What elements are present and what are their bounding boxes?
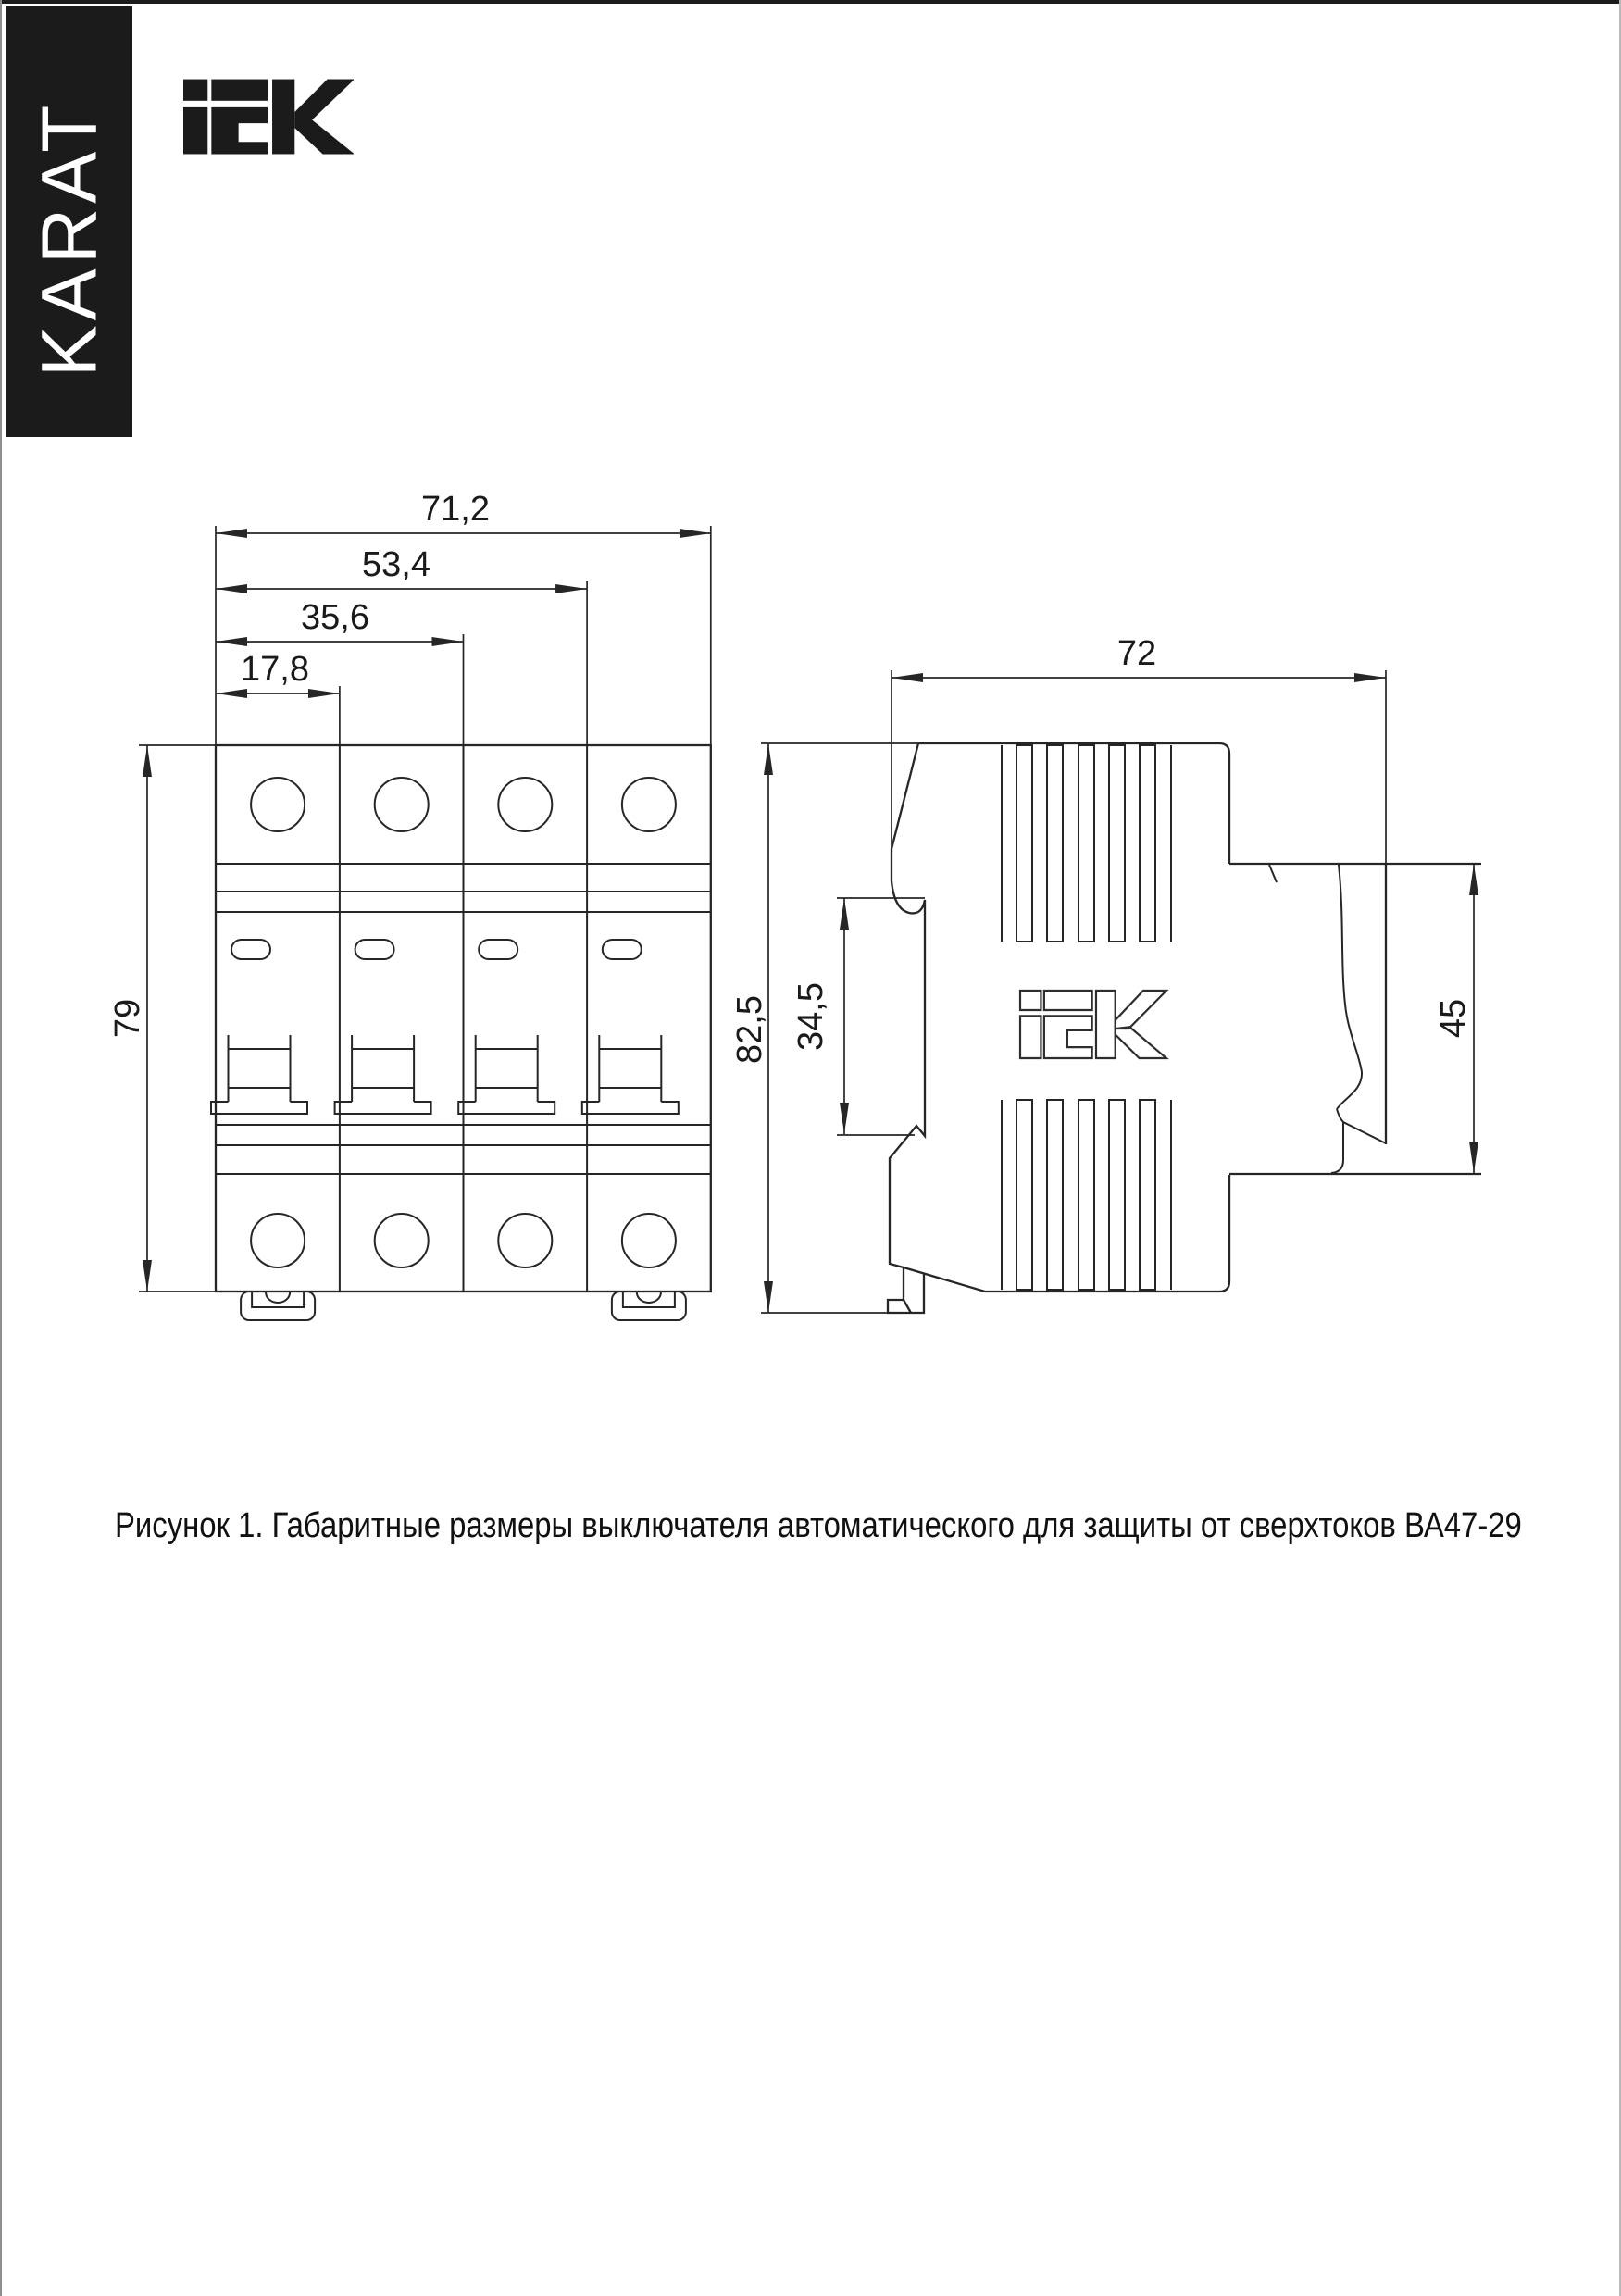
toggle-handle (211, 1035, 307, 1114)
dim-label-din-groove: 34,5 (792, 982, 830, 1051)
indicator-slot (231, 940, 270, 959)
terminal-screw-circle (375, 778, 429, 831)
dim-terminal-span (1434, 864, 1474, 1173)
front-view (211, 745, 711, 1320)
dim-label-front-height: 79 (108, 998, 147, 1039)
side-body-outline (888, 743, 1229, 1313)
side-embossed-iek-logo (1020, 991, 1166, 1058)
dim-label-width-one: 17,8 (241, 650, 309, 689)
toggle-handle (458, 1035, 555, 1114)
dim-front-height (108, 745, 216, 1292)
side-view (888, 743, 1481, 1313)
din-clip (241, 1292, 315, 1320)
dim-label-side-height: 82,5 (730, 995, 769, 1064)
terminal-screw-circle (251, 1214, 305, 1267)
dim-din-groove (792, 898, 925, 1135)
cooling-fins-lower (1002, 1100, 1171, 1290)
dim-label-width-three: 53,4 (362, 545, 430, 584)
toggle-handle (335, 1035, 431, 1114)
terminal-screw-circle (251, 778, 305, 831)
dim-label-depth: 72 (1116, 634, 1157, 673)
terminal-screw-circle (375, 1214, 429, 1267)
cooling-fins-upper (1002, 745, 1171, 942)
dim-label-width-total: 71,2 (421, 490, 490, 529)
figure-caption: Рисунок 1. Габаритные размеры выключателя автоматического для защиты от сверхтоков ВА47-29 (115, 1506, 1522, 1545)
dim-label-width-two: 35,6 (301, 598, 369, 637)
karat-banner-label: KARAT (25, 100, 113, 378)
dim-label-terminal-span: 45 (1434, 998, 1473, 1039)
terminal-screw-circle (498, 1214, 552, 1267)
dim-width-three (216, 545, 587, 745)
toggle-handle (582, 1035, 679, 1114)
dim-width-one (216, 650, 340, 745)
indicator-slot (355, 940, 394, 959)
terminal-pocket (1269, 865, 1386, 1173)
terminal-screw-circle (498, 778, 552, 831)
indicator-slot (603, 940, 642, 959)
terminal-screw-circle (622, 778, 676, 831)
terminal-screw-circle (622, 1214, 676, 1267)
din-clip (612, 1292, 686, 1320)
indicator-slot (479, 940, 517, 959)
